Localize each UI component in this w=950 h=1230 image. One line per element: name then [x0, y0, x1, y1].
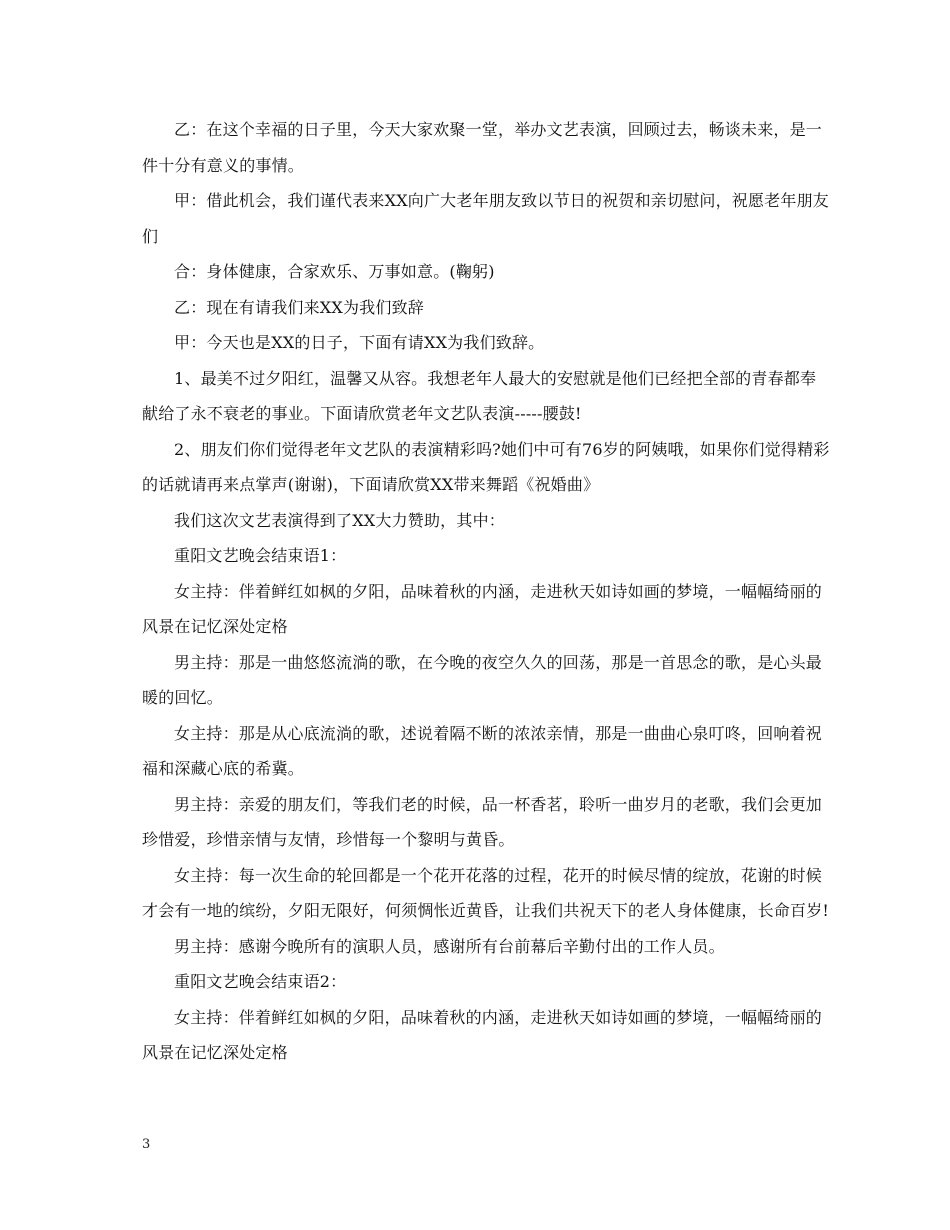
paragraph: 男主持：亲爱的朋友们，等我们老的时候，品一杯香茗，聆听一曲岁月的老歌，我们会更加珍惜爱，珍惜亲情与友情，珍惜每一个黎明与黄昏。 — [142, 794, 823, 849]
paragraph: 男主持：感谢今晚所有的演职人员，感谢所有台前幕后辛勤付出的工作人员。 — [174, 936, 725, 956]
section-heading: 重阳文艺晚会结束语1： — [174, 546, 347, 565]
paragraph: 乙：在这个幸福的日子里，今天大家欢聚一堂，举办文艺表演，回顾过去，畅谈未来，是一件十分有意义的事情。 — [142, 120, 823, 175]
paragraph: 女主持：伴着鲜红如枫的夕阳，品味着秋的内涵，走进秋天如诗如画的梦境，一幅幅绮丽的风景在记忆深处定格 — [142, 1007, 823, 1062]
paragraph: 2、朋友们你们觉得老年文艺队的表演精彩吗?她们中可有76岁的阿姨哦，如果你们觉得精彩的话就请再来点掌声(谢谢)，下面请欣赏XX带来舞蹈《祝婚曲》 — [142, 439, 830, 494]
paragraph: 女主持：伴着鲜红如枫的夕阳，品味着秋的内涵，走进秋天如诗如画的梦境，一幅幅绮丽的风景在记忆深处定格 — [142, 581, 823, 636]
paragraph: 甲：今天也是XX的日子，下面有请XX为我们致辞。 — [174, 333, 545, 352]
paragraph: 合：身体健康，合家欢乐、万事如意。(鞠躬) — [174, 262, 495, 281]
section-heading: 重阳文艺晚会结束语2： — [174, 972, 347, 991]
paragraph: 女主持：每一次生命的轮回都是一个花开花落的过程，花开的时候尽情的绽放，花谢的时候才会有一地的缤纷，夕阳无限好，何须惆怅近黄昏，让我们共祝天下的老人身体健康，长命百岁! — [142, 865, 830, 920]
paragraph: 女主持：那是从心底流淌的歌，述说着隔不断的浓浓亲情，那是一曲曲心泉叮咚，回响着祝福和深藏心底的希冀。 — [142, 723, 823, 778]
paragraph: 乙：现在有请我们来XX为我们致辞 — [174, 297, 424, 317]
page-number: 3 — [142, 1137, 151, 1152]
paragraph: 我们这次文艺表演得到了XX大力赞助，其中： — [174, 510, 505, 530]
document-body — [142, 112, 832, 1071]
paragraph: 男主持：那是一曲悠悠流淌的歌，在今晚的夜空久久的回荡，那是一首思念的歌，是心头最暖的回忆。 — [142, 652, 823, 707]
paragraph: 甲：借此机会，我们谨代表来XX向广大老年朋友致以节日的祝贺和亲切慰问，祝愿老年朋友们 — [142, 191, 829, 246]
paragraph: 1、最美不过夕阳红，温馨又从容。我想老年人最大的安慰就是他们已经把全部的青春都奉献给了永不衰老的事业。下面请欣赏老年文艺队表演-----腰鼓! — [142, 368, 817, 423]
